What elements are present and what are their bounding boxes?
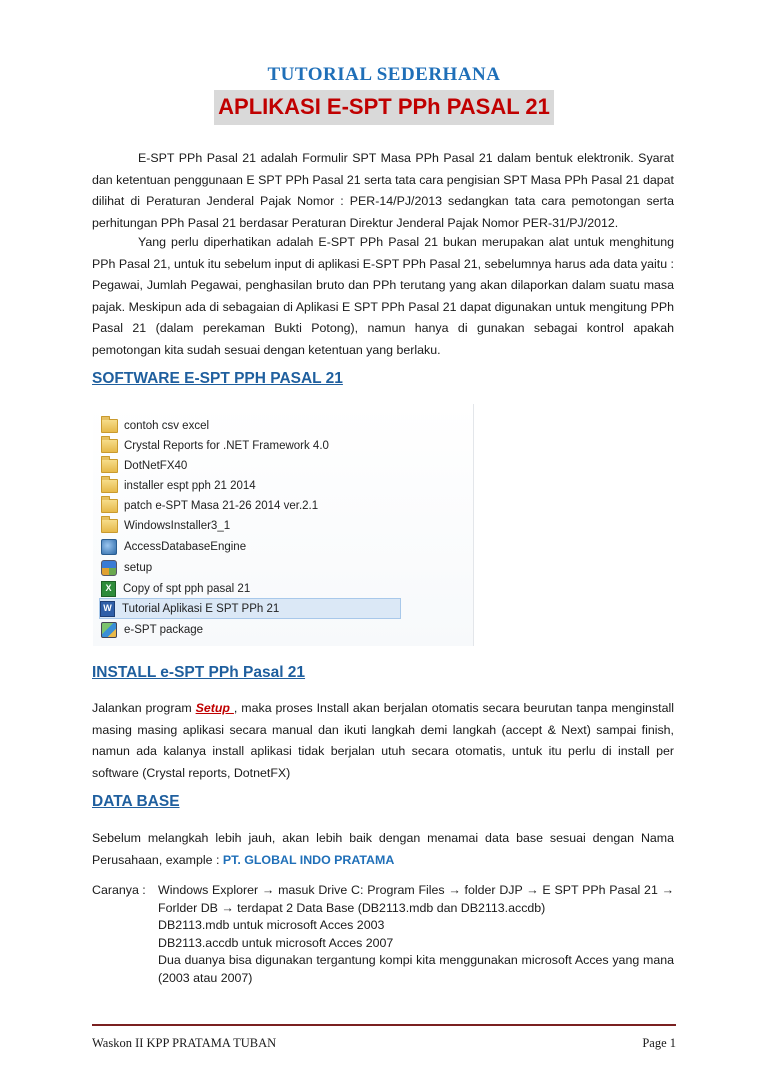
file-item[interactable] [101,537,441,556]
install-paragraph [92,698,674,784]
database-paragraph [92,828,674,871]
footer-office: Waskon II KPP PRATAMA TUBAN [92,1036,277,1050]
company-name: PT. GLOBAL INDO PRATAMA [222,852,395,867]
intro-paragraph-1: E-SPT PPh Pasal 21 adalah Formulir SPT Masa PPh Pasal 21 dalam bentuk elektronik. Syarat dan ketentuan penggunaan E SPT PPh Pasal 21 serta tata cara pengisian SPT Masa PPh Pasal 21 dapat dilihat di Peraturan Jenderal Pajak Nomor : PER-14/PJ/2013 sedangkan tata cara pemotongan serta perhitungan PPh Pasal 21 berdasar Peraturan Direktur Jenderal Pajak Nomor PER-31/PJ/2012. [92,151,674,230]
folder-icon [101,479,118,493]
file-item-selected[interactable] [99,598,401,619]
folder-icon [101,499,118,513]
footer-page-number: Page 1 [642,1036,676,1050]
file-item-label: setup [124,561,153,574]
installer-icon [101,539,117,555]
file-item-label: DotNetFX40 [124,459,188,472]
steps-body [158,882,674,987]
file-item[interactable] [101,456,441,475]
setup-icon [101,560,117,576]
file-item-label: WindowsInstaller3_1 [124,519,231,532]
file-item[interactable] [101,436,441,455]
file-item[interactable] [101,476,441,495]
step-line: DB2113.mdb untuk microsoft Acces 2003 [158,918,385,932]
explorer-file-list [93,404,474,646]
folder-icon [101,439,118,453]
file-item[interactable] [101,579,441,598]
folder-icon [101,519,118,533]
folder-icon [101,459,118,473]
file-item-label: patch e-SPT Masa 21-26 2014 ver.2.1 [124,499,319,512]
file-item[interactable] [101,496,441,515]
step-line: DB2113.accdb untuk microsoft Acces 2007 [158,935,394,950]
excel-icon: X [101,581,116,597]
word-icon: W [100,601,115,617]
package-icon [101,622,117,638]
step-line: Windows Explorer → masuk Drive C: Program Files → folder DJP → E SPT PPh Pasal 21 → Forlder DB → terdapat 2 Data Base (DB2113.mdb dan DB2113.accdb) [158,883,674,915]
database-steps [92,882,674,987]
file-item[interactable] [101,620,441,639]
step-line: Dua duanya bisa digunakan tergantung kompi kita menggunakan microsoft Acces yang mana (2003 atau 2007) [158,953,674,985]
title-line-2-wrap [0,90,768,125]
install-text-before: Jalankan program [92,701,196,715]
file-item-label: installer espt pph 21 2014 [124,479,256,492]
file-item-label: AccessDatabaseEngine [124,540,247,553]
title-line-2: APLIKASI E-SPT PPh PASAL 21 [214,90,554,125]
file-item[interactable] [101,416,441,435]
software-heading: SOFTWARE E-SPT PPH PASAL 21 [92,370,343,387]
install-text-after: , maka proses Install akan berjalan otomatis secara beurutan tanpa menginstall masing masing aplikasi secara manual dan ikuti langkah demi langkah (accept & Next) sampai finish, namun ada kalanya install aplikasi tidak berjalan utuh secara otomatis, untuk itu perlu di install per software (Crystal reports, DotnetFX) [92,701,674,780]
file-item-label: contoh csv excel [124,419,210,432]
install-heading: INSTALL e-SPT PPh Pasal 21 [92,664,306,681]
file-item-label: e-SPT package [124,623,204,636]
setup-link[interactable]: Setup [195,701,234,715]
database-text-before: Sebelum melangkah lebih jauh, akan lebih baik dengan menamai data base sesuai dengan Nama Perusahaan, example : [92,831,674,867]
file-item[interactable] [101,558,441,577]
file-item-label: Tutorial Aplikasi E SPT PPh 21 [122,602,280,615]
file-item-label: Crystal Reports for .NET Framework 4.0 [124,439,329,452]
folder-icon [101,419,118,433]
footer-divider [92,1024,676,1026]
file-item-label: Copy of spt pph pasal 21 [123,582,251,595]
title-line-1: TUTORIAL SEDERHANA [267,64,501,85]
steps-label: Caranya : [92,883,146,897]
file-item[interactable] [101,516,441,535]
database-heading: DATA BASE [92,793,180,810]
intro-paragraph-2: Yang perlu diperhatikan adalah E-SPT PPh Pasal 21 bukan merupakan alat untuk menghitung PPh Pasal 21, untuk itu sebelum input di aplikasi E-SPT PPh Pasal 21, sebelumnya harus ada data yaitu : Pegawai, Jumlah Pegawai, penghasilan bruto dan PPh terutang yang akan dilaporkan dalam suatu masa pajak. Meskipun ada di sebagaian di Aplikasi E SPT PPh Pasal 21 dapat digunakan untuk mengitung PPh Pasal 21 (dalam perekaman Bukti Potong), namun hanya di gunakan sebagai kontrol apakah pemotongan kita sudah sesuai dengan ketentuan yang berlaku. [92,235,674,357]
